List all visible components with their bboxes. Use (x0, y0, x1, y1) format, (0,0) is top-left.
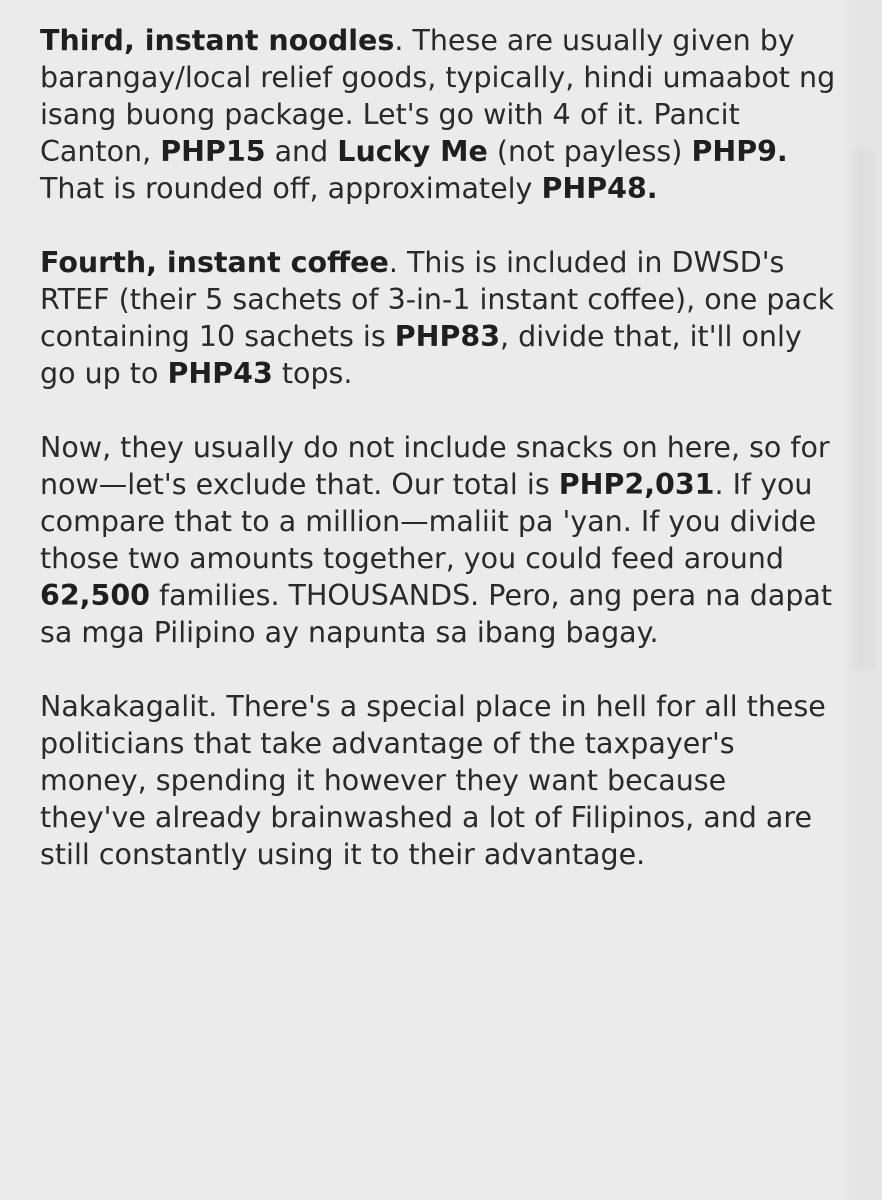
text-span: Nakakagalit. There's a special place in hell for all these politicians that take advantage of the taxpayer's money, spending it however they want because they've already brainwashed a lot of Filipinos, and are still constantly using it to their advantage. (40, 690, 826, 871)
total-span: PHP2,031 (558, 468, 715, 501)
text-span: families. THOUSANDS. Pero, ang pera na dapat sa mga Pilipino ay napunta sa ibang bagay. (40, 579, 833, 649)
text-span: That is rounded off, approximately (40, 172, 542, 205)
paragraph-total (40, 429, 840, 651)
paragraph-conclusion (40, 688, 840, 873)
paragraph-instant-coffee (40, 244, 840, 392)
text-span: (not payless) (487, 135, 692, 168)
paragraph-heading: Third, instant noodles (40, 24, 395, 57)
text-span: , divide that, it'll only go up to (40, 320, 802, 390)
scroll-thumb[interactable] (846, 150, 876, 670)
paragraph-heading: Fourth, instant coffee (40, 246, 389, 279)
price-span: PHP9. (691, 135, 788, 168)
text-span: . These are usually given by barangay/local relief goods, typically, hindi umaabot ng isang buong package. Let's go with 4 of it. Pancit Canton, (40, 24, 836, 168)
document-body (40, 22, 840, 873)
price-span: PHP15 (160, 135, 266, 168)
text-span: . If you compare that to a million—maliit pa 'yan. If you divide those two amounts together, you could feed around (40, 468, 817, 575)
text-span: Now, they usually do not include snacks on here, so for now—let's exclude that. Our total is (40, 431, 830, 501)
text-span: tops. (272, 357, 353, 390)
price-span: PHP83 (394, 320, 501, 353)
price-span: PHP48. (541, 172, 658, 205)
scroll-track[interactable] (840, 0, 882, 1200)
paragraph-instant-noodles (40, 22, 840, 207)
brand-span: Lucky Me (337, 135, 488, 168)
families-count-span: 62,500 (40, 579, 150, 612)
text-span: and (265, 135, 338, 168)
text-span: . This is included in DWSD's RTEF (their 5 sachets of 3-in-1 instant coffee), one pack containing 10 sachets is (40, 246, 835, 353)
price-span: PHP43 (167, 357, 273, 390)
